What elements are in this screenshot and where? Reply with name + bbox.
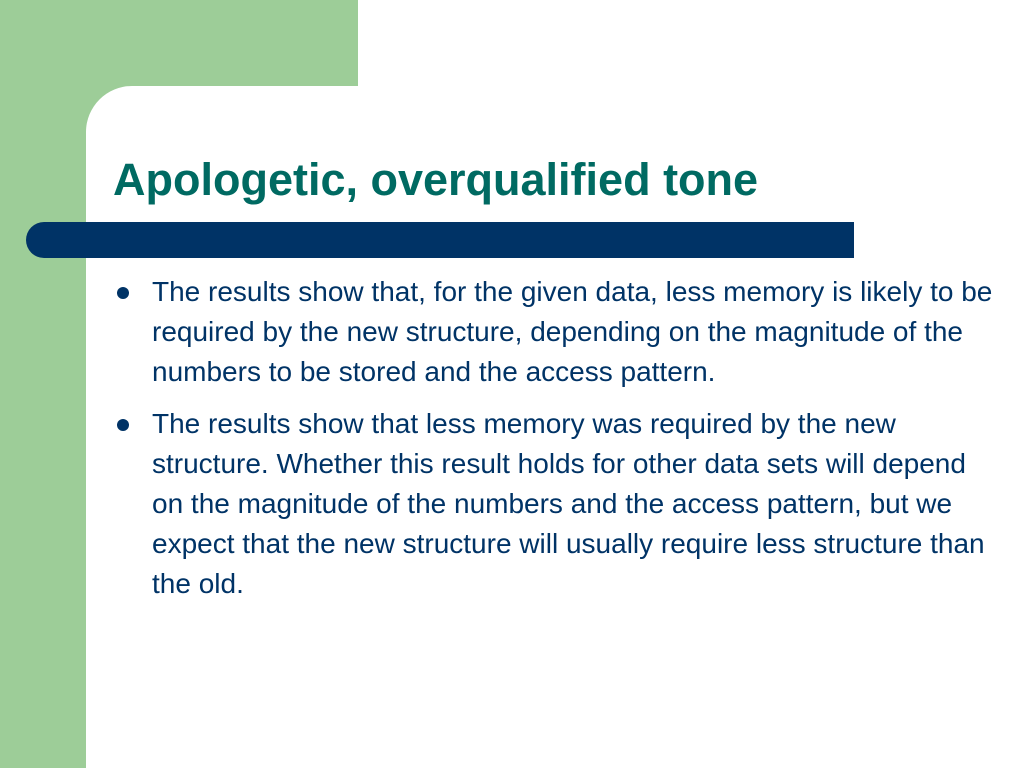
slide-title: Apologetic, overqualified tone (113, 154, 759, 205)
bullet-list (113, 272, 1003, 616)
bullet-text: The results show that, for the given data, less memory is likely to be required by the new structure, depending on the magnitude of the numbers to be stored and the access pattern. (152, 276, 993, 387)
bullet-icon (117, 419, 129, 431)
bullet-icon (117, 287, 129, 299)
bullet-item (113, 272, 1003, 392)
bullet-item (113, 404, 1003, 604)
title-underline-bar (26, 222, 854, 258)
bullet-text: The results show that less memory was required by the new structure. Whether this result holds for other data sets will depend on the magnitude of the numbers and the access pattern, but we expect that the new structure will usually require less structure than the old. (152, 408, 985, 599)
